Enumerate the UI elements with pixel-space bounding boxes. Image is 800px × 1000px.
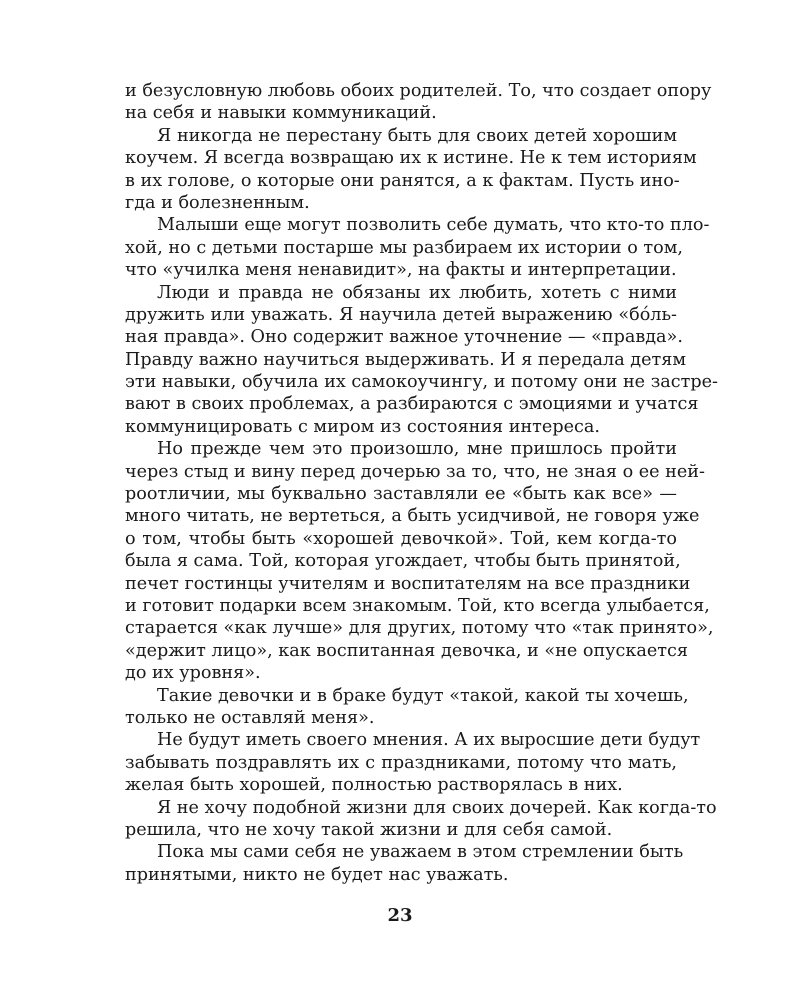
page-number: 23 [387,905,413,926]
text-line: «держит лицо», как воспитанная девочка, и «не опускается [125,640,688,661]
text-line: коучем. Я всегда возвращаю их к истине. Не к тем историям [125,148,697,169]
text-line: что «училка меня ненавидит», на факты и интерпретации. [125,260,677,281]
text-line: эти навыки, обучила их самокоучингу, и потому они не застре- [125,372,718,393]
text-line: роотличии, мы буквально заставляли ее «быть как все» — [125,484,677,505]
text-line: была я сама. Той, которая угождает, чтобы быть принятой, [125,551,681,572]
text-line: Правду важно научиться выдерживать. И я передала детям [125,349,687,370]
text-line: до их уровня». [125,663,261,684]
body-text [125,80,718,886]
text-line: и готовит подарки всем знакомым. Той, кто всегда улыбается, [125,595,710,616]
text-line: вают в своих проблемах, а разбираются с эмоциями и учатся [125,394,699,415]
text-line: Но прежде чем это произошло, мне пришлось пройти [157,439,677,460]
text-line: дружить или уважать. Я научила детей выражению «бóль- [125,304,677,325]
text-line: принятыми, никто не будет нас уважать. [125,864,509,885]
text-line: забывать поздравлять их с праздниками, потому что мать, [125,752,677,773]
text-line: о том, чтобы быть «хорошей девочкой». Той, кем когда-то [125,528,677,549]
text-line: решила, что не хочу такой жизни и для себя самой. [125,819,613,840]
text-line: через стыд и вину перед дочерью за то, что, не зная о ее ней- [125,461,705,482]
text-line: в их голове, о которые они ранятся, а к фактам. Пусть ино- [125,170,680,191]
text-line: Малыши еще могут позволить себе думать, что кто-то пло- [157,215,710,236]
text-line: гда и болезненным. [125,192,310,213]
text-line: печет гостинцы учителям и воспитателям на все праздники [125,573,691,594]
text-line: Люди и правда не обязаны их любить, хотеть с ними [157,282,677,303]
text-line: хой, но с детьми постарше мы разбираем их истории о том, [125,237,683,258]
text-line: Я никогда не перестану быть для своих детей хорошим [157,125,677,146]
text-line: желая быть хорошей, полностью растворялась в них. [125,775,623,796]
text-line: Такие девочки и в браке будут «такой, какой ты хочешь, [157,685,689,706]
text-line: много читать, не вертеться, а быть усидчивой, не говоря уже [125,506,700,527]
text-line: на себя и навыки коммуникаций. [125,103,437,124]
text-line: и безусловную любовь обоих родителей. То, что создает опору [125,81,712,101]
text-line: только не оставляй меня». [125,707,375,728]
text-line: Пока мы сами себя не уважаем в этом стремлении быть [157,842,684,863]
text-line: Не будут иметь своего мнения. А их выросшие дети будут [157,730,701,751]
text-line: коммуницировать с миром из состояния интереса. [125,416,600,437]
text-line: Я не хочу подобной жизни для своих дочерей. Как когда-то [157,797,717,818]
text-line: ная правда». Оно содержит важное уточнение — «правда». [125,327,683,348]
text-line: старается «как лучше» для других, потому что «так принято», [125,618,714,639]
